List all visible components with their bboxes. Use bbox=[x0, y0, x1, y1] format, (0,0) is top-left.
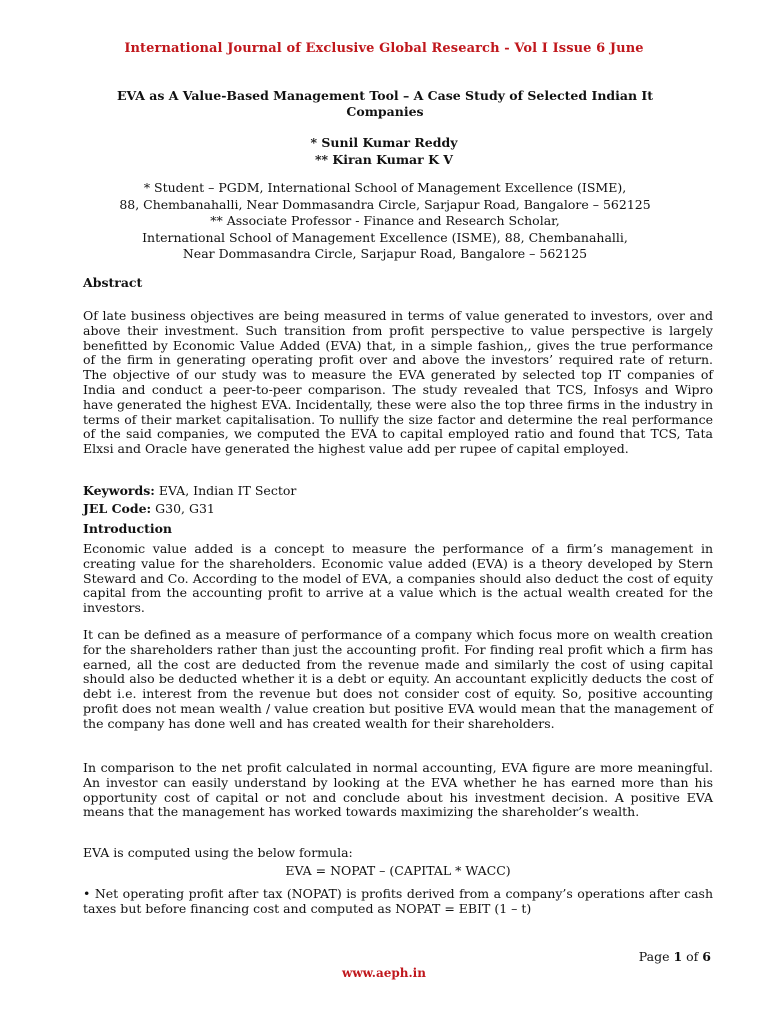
bullet-text: • Net operating profit after tax (NOPAT) is profits derived from a company’s operations after cash taxes but before financing cost and computed as NOPAT = EBIT (1 – t) bbox=[83, 886, 713, 916]
intro-paragraph-2 bbox=[83, 628, 713, 732]
page-of: of bbox=[682, 949, 703, 964]
keywords-line bbox=[83, 484, 713, 499]
introduction-heading-text: Introduction bbox=[83, 521, 173, 536]
paragraph: Economic value added is a concept to measure the performance of a firm’s management in creating value for the shareholders. Economic value added (EVA) is a theory developed by Stern Steward and Co. According to the model of EVA, a companies should also deduct the cost of equity capital from the accounting profit to arrive at a value which is the actual wealth created for the investors. bbox=[83, 541, 713, 616]
keywords-label: Keywords: bbox=[83, 483, 155, 498]
intro-paragraph-1 bbox=[83, 542, 713, 616]
page-number bbox=[639, 949, 711, 964]
nopat-bullet bbox=[83, 887, 713, 917]
affiliation-line: International School of Management Excellence (ISME), 88, Chembanahalli, bbox=[142, 229, 628, 245]
paragraph: It can be defined as a measure of performance of a company which focus more on wealth creation for the shareholders rather than just the accounting profit. For finding real profit which a firm has earned, all the cost are deducted from the revenue made and similarly the cost of using capital should also be deducted whether it is a debt or equity. An accountant explicitly deducts the cost of debt i.e. interest from the revenue but does not consider cost of equity. So, positive accounting profit does not mean wealth / value creation but positive EVA would mean that the management of the company has done well and has created wealth for their shareholders. bbox=[83, 627, 713, 731]
jel-line bbox=[83, 502, 713, 517]
footer-url[interactable]: www.aeph.in bbox=[342, 966, 426, 980]
keywords-value: EVA, Indian IT Sector bbox=[154, 483, 297, 498]
author-list bbox=[0, 134, 768, 168]
author-2: ** Kiran Kumar K V bbox=[314, 152, 454, 167]
introduction-heading bbox=[83, 522, 713, 537]
affiliation-line: 88, Chembanahalli, Near Dommasandra Circle, Sarjapur Road, Bangalore – 562125 bbox=[119, 196, 651, 212]
page-current: 1 bbox=[673, 949, 683, 964]
abstract-heading bbox=[83, 276, 713, 291]
paragraph: EVA is computed using the below formula: bbox=[83, 845, 353, 860]
eva-formula bbox=[83, 864, 713, 879]
page-prefix: Page bbox=[638, 949, 674, 964]
page-total: 6 bbox=[702, 949, 711, 964]
formula-text: EVA = NOPAT – (CAPITAL * WACC) bbox=[285, 863, 511, 878]
jel-label: JEL Code: bbox=[83, 501, 152, 516]
jel-value: G30, G31 bbox=[151, 501, 215, 516]
affiliations bbox=[60, 180, 710, 263]
abstract-section bbox=[83, 309, 713, 457]
journal-header: International Journal of Exclusive Global Research - Vol I Issue 6 June bbox=[124, 41, 644, 56]
affiliation-line: Near Dommasandra Circle, Sarjapur Road, Bangalore – 562125 bbox=[182, 246, 588, 261]
intro-paragraph-3 bbox=[83, 761, 713, 820]
abstract-heading-text: Abstract bbox=[83, 275, 143, 290]
abstract-text: Of late business objectives are being measured in terms of value generated to investors, over and above their investment. Such transition from profit perspective to value perspective is largely benefitted by Economic Value Added (EVA) that, in a simple fashion,, gives the true performance of the firm in generating operating profit over and above the investors’ required rate of return. The objective of our study was to measure the EVA generated by selected top IT companies of India and conduct a peer-to-peer comparison. The study revealed that TCS, Infosys and Wipro have generated the highest EVA. Incidentally, these were also the top three firms in the industry in terms of their market capitalisation. To nullify the size factor and determine the real performance of the said companies, we computed the EVA to capital employed ratio and found that TCS, Tata Elxsi and Oracle have generated the highest value add per rupee of capital employed. bbox=[83, 308, 713, 457]
paper-title: EVA as A Value-Based Management Tool – A Case Study of Selected Indian It Companies bbox=[116, 88, 654, 119]
affiliation-line: * Student – PGDM, International School of Management Excellence (ISME), bbox=[143, 180, 627, 195]
author-1: * Sunil Kumar Reddy bbox=[310, 135, 458, 150]
intro-paragraph-4 bbox=[83, 846, 713, 861]
paragraph: In comparison to the net profit calculated in normal accounting, EVA figure are more meaningful. An investor can easily understand by looking at the EVA whether he has earned more than his opportunity cost of capital or not and conclude about his investment decision. A positive EVA means that the management has worked towards maximizing the shareholder’s wealth. bbox=[83, 760, 713, 820]
affiliation-line: ** Associate Professor - Finance and Research Scholar, bbox=[210, 213, 560, 228]
